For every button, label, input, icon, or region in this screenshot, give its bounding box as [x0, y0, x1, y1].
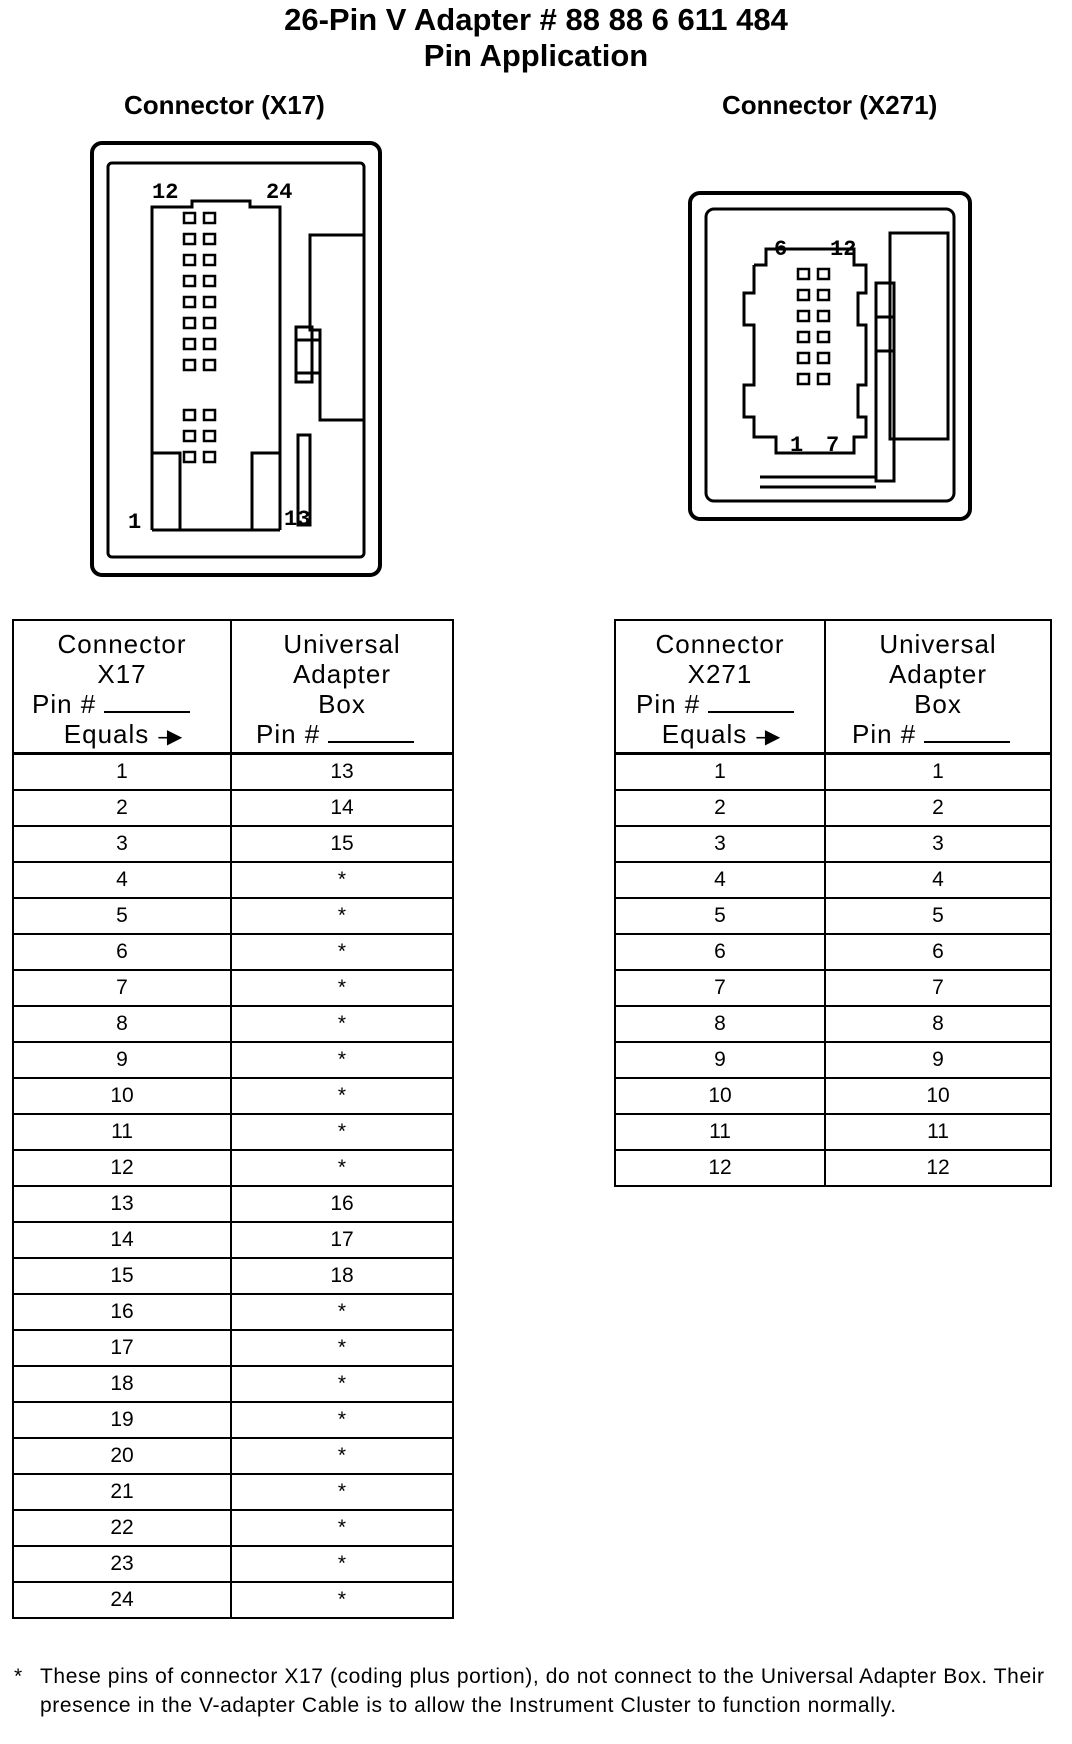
- x17-connector-pin-cell: 15: [13, 1258, 231, 1294]
- x271-pin-cavity: [798, 290, 809, 300]
- x17-adapter-pin-cell: *: [231, 1294, 453, 1330]
- x17-table-row: [13, 862, 453, 898]
- x271-adapter-pin-cell: 1: [825, 754, 1051, 791]
- x17-table-row: [13, 1438, 453, 1474]
- x271-adapter-pin-cell: 3: [825, 826, 1051, 862]
- header-text: Adapter: [292, 659, 392, 689]
- x271-pin-cavity: [798, 269, 809, 279]
- arrow-icon: --▶: [755, 726, 779, 748]
- header-text: Connector: [57, 629, 187, 659]
- x17-adapter-pin-cell: *: [231, 1474, 453, 1510]
- x17-table-row: [13, 1042, 453, 1078]
- x17-pin-cavity: [204, 410, 215, 420]
- x17-connector-pin-cell: 4: [13, 862, 231, 898]
- header-text: Universal: [879, 629, 997, 659]
- x271-pin-cavity: [818, 332, 829, 342]
- x17-adapter-pin-cell: *: [231, 1546, 453, 1582]
- footnote: [14, 1662, 1054, 1720]
- x17-connector-pin-cell: 23: [13, 1546, 231, 1582]
- x17-table-row: [13, 1150, 453, 1186]
- x17-connector-pin-cell: 19: [13, 1402, 231, 1438]
- arrow-icon: --▶: [157, 726, 181, 748]
- x271-col-connector-header: [615, 620, 825, 754]
- x17-connector-pin-cell: 6: [13, 934, 231, 970]
- x271-pin-label-1: 1: [790, 433, 804, 458]
- x271-table-row: [615, 1042, 1051, 1078]
- x17-col-adapter-header: [231, 620, 453, 754]
- x17-table-row: [13, 970, 453, 1006]
- x271-connector-pin-cell: 6: [615, 934, 825, 970]
- x17-pin-label-24: 24: [266, 180, 293, 205]
- x17-pin-cavity: [204, 318, 215, 328]
- x271-connector-pin-cell: 2: [615, 790, 825, 826]
- x17-adapter-pin-cell: *: [231, 1114, 453, 1150]
- x271-connector-pin-cell: 4: [615, 862, 825, 898]
- x17-adapter-pin-cell: 14: [231, 790, 453, 826]
- x271-adapter-pin-cell: 7: [825, 970, 1051, 1006]
- x17-pin-cavity: [204, 431, 215, 441]
- x271-adapter-pin-cell: 12: [825, 1150, 1051, 1186]
- x17-pin-cavity: [204, 360, 215, 370]
- x17-latch: [310, 235, 364, 420]
- x271-pin-cavity: [798, 374, 809, 384]
- x271-pin-label-6: 6: [774, 237, 788, 262]
- header-text: Pin #: [636, 689, 701, 719]
- x271-adapter-pin-cell: 5: [825, 898, 1051, 934]
- x17-table-row: [13, 1330, 453, 1366]
- x271-pin-cavity: [818, 374, 829, 384]
- x17-adapter-pin-cell: *: [231, 1078, 453, 1114]
- x271-table-row: [615, 1078, 1051, 1114]
- x271-adapter-pin-cell: 4: [825, 862, 1051, 898]
- x17-pin-cavity: [184, 410, 195, 420]
- x17-table-row: [13, 898, 453, 934]
- x17-table-row: [13, 826, 453, 862]
- x17-adapter-pin-cell: *: [231, 1042, 453, 1078]
- x17-adapter-pin-cell: 15: [231, 826, 453, 862]
- x271-connector-pin-cell: 7: [615, 970, 825, 1006]
- x271-pin-cavity: [798, 353, 809, 363]
- x17-table-row: [13, 1186, 453, 1222]
- x271-connector-pin-cell: 1: [615, 754, 825, 791]
- x17-adapter-pin-cell: 18: [231, 1258, 453, 1294]
- x17-pin-label-12: 12: [152, 180, 179, 205]
- x271-pin-table: [614, 619, 1052, 1187]
- x271-table-row: [615, 862, 1051, 898]
- x17-adapter-pin-cell: *: [231, 1330, 453, 1366]
- x17-pin-cavity: [184, 452, 195, 462]
- header-text: Pin #: [32, 689, 97, 719]
- x17-table-row: [13, 790, 453, 826]
- x17-pin-cavity: [184, 213, 195, 223]
- x271-table-row: [615, 970, 1051, 1006]
- x17-inner-shell: [108, 163, 364, 557]
- x271-pin-cavity: [818, 269, 829, 279]
- connector-x271-label: Connector (X271): [722, 90, 938, 120]
- x17-pin-grid: [184, 213, 215, 462]
- x17-connector-pin-cell: 14: [13, 1222, 231, 1258]
- x271-adapter-pin-cell: 10: [825, 1078, 1051, 1114]
- x17-adapter-pin-cell: *: [231, 862, 453, 898]
- x17-connector-pin-cell: 9: [13, 1042, 231, 1078]
- x271-pin-cavity: [798, 311, 809, 321]
- x271-pin-cavity: [798, 332, 809, 342]
- x17-connector-pin-cell: 20: [13, 1438, 231, 1474]
- x17-connector-pin-cell: 8: [13, 1006, 231, 1042]
- x271-table-row: [615, 1150, 1051, 1186]
- x17-connector-pin-cell: 13: [13, 1186, 231, 1222]
- x17-table-row: [13, 1078, 453, 1114]
- x271-adapter-pin-cell: 8: [825, 1006, 1051, 1042]
- header-text: Box: [318, 689, 366, 719]
- x271-pin-label-7: 7: [826, 433, 840, 458]
- header-text: Pin #: [852, 719, 917, 749]
- x17-connector-pin-cell: 3: [13, 826, 231, 862]
- x271-pin-label-12: 12: [830, 237, 857, 262]
- x271-pin-cavity: [818, 353, 829, 363]
- x17-pin-cavity: [204, 255, 215, 265]
- x17-pin-label-1: 1: [128, 510, 142, 535]
- x271-adapter-pin-cell: 2: [825, 790, 1051, 826]
- x17-adapter-pin-cell: *: [231, 898, 453, 934]
- x17-adapter-pin-cell: *: [231, 1402, 453, 1438]
- connector-x17-diagram: [80, 135, 390, 585]
- x271-table-row: [615, 898, 1051, 934]
- x17-pin-cavity: [184, 297, 195, 307]
- x17-adapter-pin-cell: *: [231, 1150, 453, 1186]
- x271-latch: [890, 233, 948, 439]
- x271-pin-cavity: [818, 290, 829, 300]
- x271-table-row: [615, 826, 1051, 862]
- x17-pin-cavity: [184, 318, 195, 328]
- x17-connector-pin-cell: 24: [13, 1582, 231, 1618]
- x271-col-adapter-header: [825, 620, 1051, 754]
- header-text: Pin #: [256, 719, 321, 749]
- x271-table-row: [615, 754, 1051, 791]
- footnote-marker: *: [14, 1665, 23, 1688]
- x17-table-row: [13, 1366, 453, 1402]
- x17-adapter-pin-cell: *: [231, 1438, 453, 1474]
- x17-pin-cavity: [184, 276, 195, 286]
- x17-adapter-pin-cell: *: [231, 1582, 453, 1618]
- x271-adapter-pin-cell: 11: [825, 1114, 1051, 1150]
- x17-connector-pin-cell: 17: [13, 1330, 231, 1366]
- x17-table-row: [13, 1582, 453, 1618]
- x17-pin-cavity: [204, 297, 215, 307]
- x271-table-row: [615, 1006, 1051, 1042]
- x17-table-row: [13, 1222, 453, 1258]
- connector-x17-label: Connector (X17): [124, 90, 325, 120]
- x17-pin-table: [12, 619, 454, 1619]
- x271-table-row: [615, 790, 1051, 826]
- x17-connector-pin-cell: 11: [13, 1114, 231, 1150]
- x271-table-row: [615, 1114, 1051, 1150]
- x17-table-row: [13, 1546, 453, 1582]
- x17-pin-cavity: [204, 234, 215, 244]
- x17-table-row: [13, 1294, 453, 1330]
- header-text: Universal: [283, 629, 401, 659]
- header-text: X271: [687, 659, 753, 689]
- x17-pin-cavity: [184, 431, 195, 441]
- x17-pin-cavity: [204, 213, 215, 223]
- x271-pin-cavity: [818, 311, 829, 321]
- header-text: Equals: [661, 719, 748, 749]
- x17-pin-cavity: [184, 255, 195, 265]
- x17-pin-cavity: [204, 339, 215, 349]
- x17-connector-pin-cell: 18: [13, 1366, 231, 1402]
- x17-table-row: [13, 754, 453, 791]
- x17-adapter-pin-cell: 16: [231, 1186, 453, 1222]
- x17-connector-pin-cell: 12: [13, 1150, 231, 1186]
- x271-connector-pin-cell: 10: [615, 1078, 825, 1114]
- x17-pin-label-13: 13: [284, 507, 311, 532]
- x17-table-row: [13, 1006, 453, 1042]
- x17-pin-cavity: [184, 339, 195, 349]
- x271-adapter-pin-cell: 9: [825, 1042, 1051, 1078]
- x17-connector-pin-cell: 10: [13, 1078, 231, 1114]
- x17-pin-cavity: [184, 234, 195, 244]
- connector-x271-diagram: [680, 185, 980, 525]
- x17-adapter-pin-cell: *: [231, 1510, 453, 1546]
- x271-adapter-pin-cell: 6: [825, 934, 1051, 970]
- header-text: X17: [97, 659, 147, 689]
- x271-connector-pin-cell: 12: [615, 1150, 825, 1186]
- footnote-text: These pins of connector X17 (coding plus portion), do not connect to the Universal Adapter Box. Their presence in the V-adapter Cable is to allow the Instrument Cluster to function normally.: [40, 1665, 1045, 1717]
- x17-adapter-pin-cell: *: [231, 970, 453, 1006]
- x17-table-row: [13, 934, 453, 970]
- x17-connector-pin-cell: 1: [13, 754, 231, 791]
- x271-connector-pin-cell: 3: [615, 826, 825, 862]
- x17-connector-pin-cell: 16: [13, 1294, 231, 1330]
- x17-table-row: [13, 1510, 453, 1546]
- x17-table-row: [13, 1402, 453, 1438]
- x17-connector-pin-cell: 22: [13, 1510, 231, 1546]
- x17-adapter-pin-cell: *: [231, 1006, 453, 1042]
- x17-adapter-pin-cell: 17: [231, 1222, 453, 1258]
- diagram-subtitle: Pin Application: [423, 38, 649, 73]
- x17-adapter-pin-cell: *: [231, 1366, 453, 1402]
- x271-connector-pin-cell: 11: [615, 1114, 825, 1150]
- header-text: Equals: [63, 719, 150, 749]
- x17-col-connector-header: [13, 620, 231, 754]
- x17-pin-cavity: [204, 276, 215, 286]
- header-text: Connector: [655, 629, 785, 659]
- x17-table-row: [13, 1474, 453, 1510]
- x271-pin-grid: [798, 269, 829, 384]
- x271-connector-pin-cell: 9: [615, 1042, 825, 1078]
- x17-connector-pin-cell: 7: [13, 970, 231, 1006]
- x271-connector-pin-cell: 8: [615, 1006, 825, 1042]
- diagram-title: 26-Pin V Adapter # 88 88 6 611 484: [284, 2, 788, 37]
- x17-adapter-pin-cell: 13: [231, 754, 453, 791]
- header-text: Adapter: [888, 659, 988, 689]
- x271-connector-pin-cell: 5: [615, 898, 825, 934]
- x17-pin-cavity: [204, 452, 215, 462]
- x17-table-row: [13, 1114, 453, 1150]
- x17-connector-pin-cell: 2: [13, 790, 231, 826]
- header-text: Box: [914, 689, 962, 719]
- x17-connector-pin-cell: 21: [13, 1474, 231, 1510]
- x17-pin-cavity: [184, 360, 195, 370]
- x17-adapter-pin-cell: *: [231, 934, 453, 970]
- x271-table-row: [615, 934, 1051, 970]
- x17-table-row: [13, 1258, 453, 1294]
- x17-connector-pin-cell: 5: [13, 898, 231, 934]
